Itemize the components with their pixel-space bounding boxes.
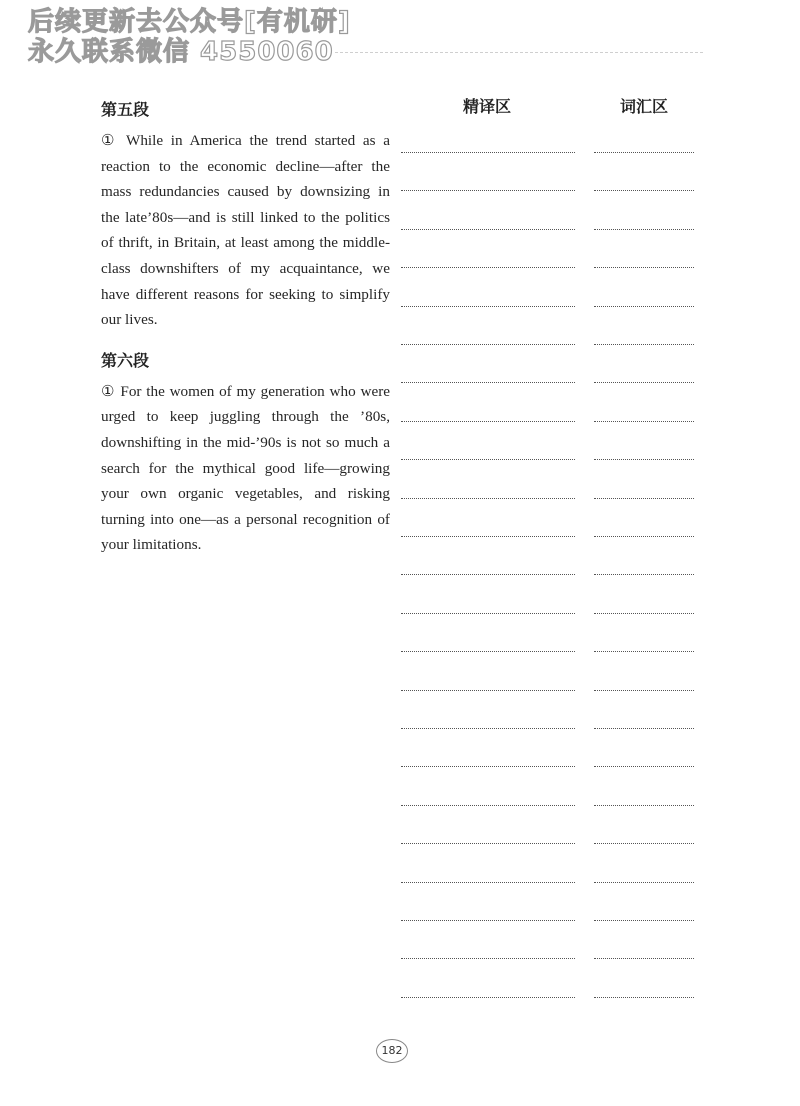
section-title-6: 第六段 [101, 350, 150, 370]
translation-line [401, 651, 575, 652]
vocabulary-line [594, 690, 694, 691]
translation-line [401, 920, 575, 921]
header-divider [335, 52, 703, 53]
translation-line [401, 766, 575, 767]
vocabulary-line [594, 267, 694, 268]
translation-line [401, 805, 575, 806]
vocabulary-line [594, 920, 694, 921]
translation-line [401, 728, 575, 729]
vocabulary-line [594, 498, 694, 499]
translation-line [401, 958, 575, 959]
watermark-line-1: 后续更新去公众号[有机研] [28, 7, 351, 37]
translation-line [401, 574, 575, 575]
vocabulary-line [594, 229, 694, 230]
translation-line [401, 997, 575, 998]
translation-line [401, 382, 575, 383]
vocabulary-line [594, 382, 694, 383]
vocabulary-area-header: 词汇区 [620, 97, 669, 116]
watermark-line-2: 永久联系微信 4550060 [28, 37, 334, 67]
translation-line [401, 344, 575, 345]
vocabulary-line [594, 728, 694, 729]
page-number: 182 [376, 1039, 408, 1063]
section-6-text: ① For the women of my generation who were urged to keep juggling through the ’80s, downshifting in the mid-’90s is not so much a search for the mythical good life—growing your own organic vegetables, and risking turning into one—as a personal recognition of your limitations. [101, 382, 390, 554]
vocabulary-line [594, 958, 694, 959]
vocabulary-line [594, 882, 694, 883]
translation-line [401, 152, 575, 153]
vocabulary-line [594, 651, 694, 652]
vocabulary-line [594, 306, 694, 307]
vocabulary-line [594, 574, 694, 575]
translation-area-header: 精译区 [463, 97, 512, 116]
section-5-text: ① While in America the trend started as a reaction to the economic decline—after the mass redundancies caused by downsizing in the late’80s—and is still linked to the politics of thrift, in Britain, at least among the middle-class downshifters of my acquaintance, we have different reasons for seeking to simplify our lives. [101, 132, 390, 329]
translation-line [401, 190, 575, 191]
vocabulary-line [594, 843, 694, 844]
translation-line [401, 306, 575, 307]
vocabulary-line [594, 190, 694, 191]
translation-line [401, 536, 575, 537]
section-title-5: 第五段 [101, 100, 150, 119]
vocabulary-line [594, 766, 694, 767]
translation-line [401, 459, 575, 460]
vocabulary-line [594, 805, 694, 806]
vocabulary-line [594, 459, 694, 460]
translation-line [401, 421, 575, 422]
translation-line [401, 843, 575, 844]
translation-line [401, 882, 575, 883]
translation-line [401, 613, 575, 614]
translation-line [401, 498, 575, 499]
translation-line [401, 229, 575, 230]
translation-line [401, 690, 575, 691]
translation-line [401, 267, 575, 268]
vocabulary-line [594, 421, 694, 422]
vocabulary-line [594, 152, 694, 153]
vocabulary-line [594, 613, 694, 614]
vocabulary-line [594, 344, 694, 345]
vocabulary-line [594, 997, 694, 998]
vocabulary-line [594, 536, 694, 537]
passage-column [101, 96, 390, 558]
